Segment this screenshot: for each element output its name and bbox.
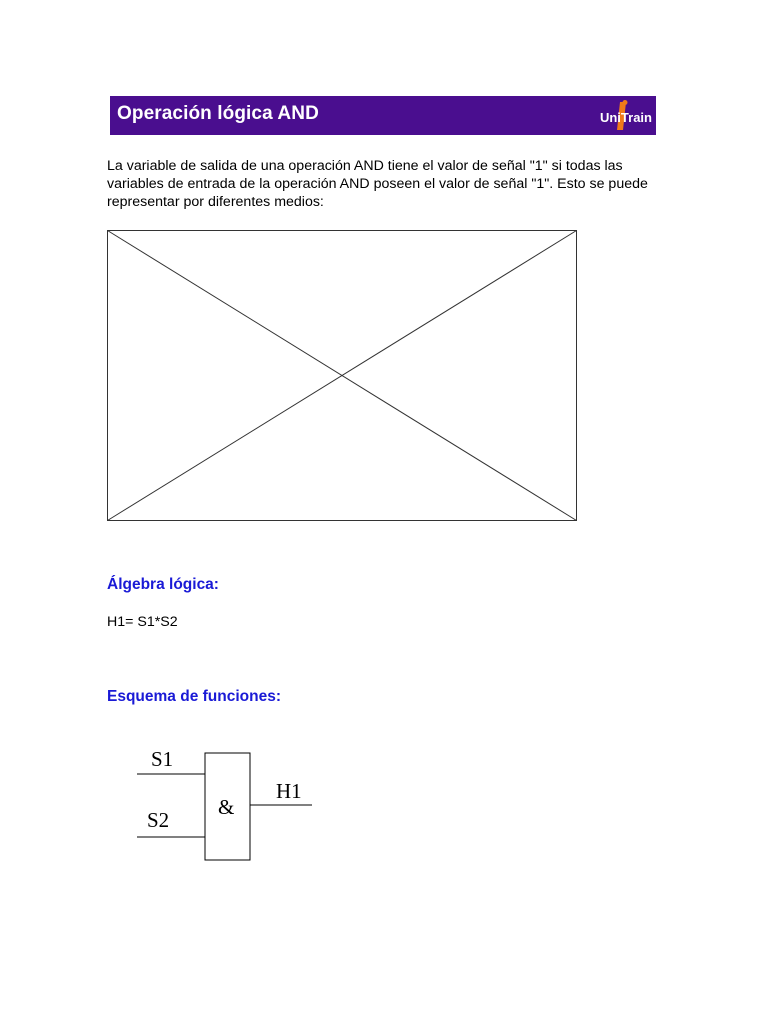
intro-paragraph: La variable de salida de una operación AND tiene el valor de señal "1" si todas las variables de entrada de la operación AND poseen el valor de señal "1". Esto se puede representar por diferentes medios: bbox=[107, 158, 648, 210]
logo-text bbox=[600, 110, 652, 125]
output-label-h1: H1 bbox=[276, 779, 302, 803]
input-label-s1: S1 bbox=[151, 747, 174, 771]
input-label-s2: S2 bbox=[147, 808, 170, 832]
scheme-heading: Esquema de funciones: bbox=[107, 688, 281, 705]
page-title: Operación lógica AND bbox=[117, 103, 319, 124]
gate-symbol: & bbox=[218, 795, 235, 819]
missing-image-placeholder bbox=[107, 230, 577, 521]
logo-text-uni: Uni bbox=[599, 110, 621, 125]
algebra-formula: H1= S1*S2 bbox=[107, 614, 178, 630]
page-header bbox=[110, 96, 656, 135]
and-gate-diagram bbox=[130, 740, 330, 870]
algebra-heading: Álgebra lógica: bbox=[107, 576, 219, 593]
logo-text-train: Train bbox=[620, 110, 652, 125]
unitrain-logo bbox=[590, 100, 652, 131]
